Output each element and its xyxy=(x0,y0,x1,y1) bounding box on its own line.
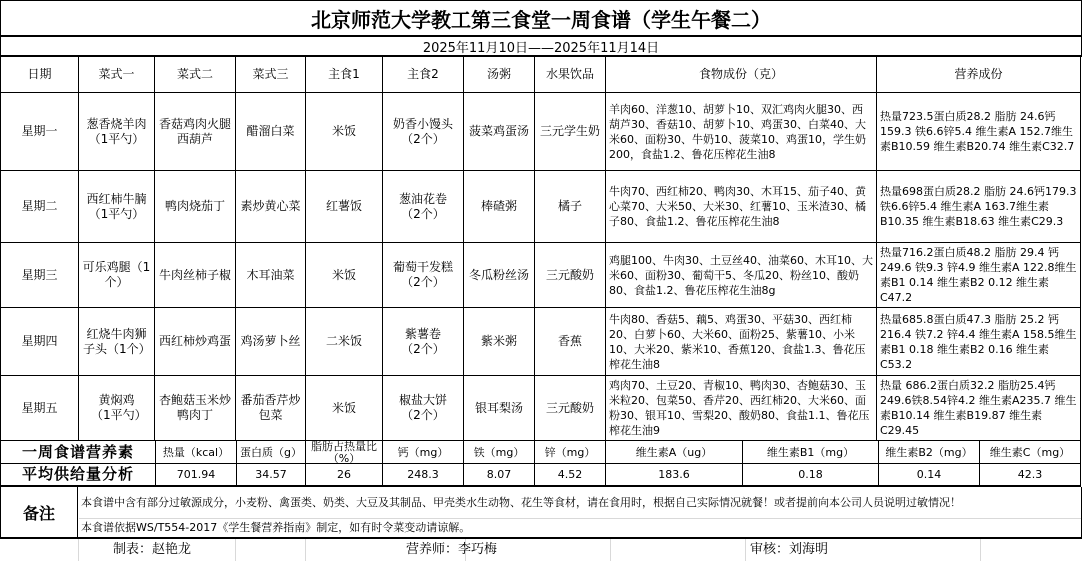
fruit-cell: 香蕉 xyxy=(535,308,606,376)
notes-section xyxy=(0,487,1082,539)
dish2-cell: 鸭肉烧茄丁 xyxy=(155,171,236,243)
dish3-cell: 鸡汤萝卜丝 xyxy=(236,308,306,376)
soup-cell: 菠菜鸡蛋汤 xyxy=(464,93,535,171)
dish3-cell: 木耳油菜 xyxy=(236,243,306,308)
col-header-soup: 汤粥 xyxy=(464,57,535,93)
staple1-cell: 红薯饭 xyxy=(306,171,383,243)
soup-cell: 冬瓜粉丝汤 xyxy=(464,243,535,308)
staple1-cell: 米饭 xyxy=(306,93,383,171)
notes-label: 备注 xyxy=(1,487,78,537)
summary-value: 34.57 xyxy=(237,464,306,487)
ingredients-cell: 牛肉80、香菇5、藕5、鸡蛋30、平菇30、西红柿20、白萝卜60、大米60、面粉25、紫薯10、小米10、大米20、紫米10、香蕉120、食盐1.3、鲁花压榨花生油8 xyxy=(606,308,877,376)
summary-value: 26 xyxy=(306,464,383,487)
ingredients-cell: 羊肉60、洋葱10、胡萝卜10、双汇鸡肉火腿30、西葫芦30、香菇10、胡萝卜10、鸡蛋30、白菜40、大米60、面粉30、牛奶10、菠菜10、鸡蛋10，学生奶200，食盐1.2、鲁花压榨花生油8 xyxy=(606,93,877,171)
nutrition-cell: 热量 686.2蛋白质32.2 脂肪25.4钙249.6铁8.54锌4.2 维生素A235.7 维生素B10.14 维生素B19.87 维生素C29.45 xyxy=(877,376,1081,441)
summary-header: 维生素A（ug） xyxy=(606,441,743,464)
col-header-dish2: 菜式二 xyxy=(155,57,236,93)
dish2-cell: 香菇鸡肉火腿西葫芦 xyxy=(155,93,236,171)
dish1-cell: 可乐鸡腿（1个） xyxy=(79,243,155,308)
soup-cell: 银耳梨汤 xyxy=(464,376,535,441)
note-divider xyxy=(79,518,1081,519)
nutrition-cell: 热量723.5蛋白质28.2 脂肪 24.6钙159.3 铁6.6锌5.4 维生素A 152.7维生素B10.59 维生素B20.74 维生素C32.7 xyxy=(877,93,1081,171)
staple2-cell: 椒盐大饼（2个） xyxy=(383,376,464,441)
fruit-cell: 三元酸奶 xyxy=(535,376,606,441)
summary-header: 铁（mg） xyxy=(464,441,535,464)
allergen-note: 本食谱中含有部分过敏源成分，小麦粉、禽蛋类、奶类、大豆及其制品、甲壳类水生动物、花生等食材，请在食用时，根据自己实际情况就餐！或者提前向本公司人员说明过敏情况！ xyxy=(81,496,961,509)
date-range: 2025年11月10日——2025年11月14日 xyxy=(0,37,1082,57)
gridline xyxy=(745,539,746,561)
col-header-dish1: 菜式一 xyxy=(79,57,155,93)
summary-header: 钙（mg） xyxy=(383,441,464,464)
summary-value: 0.18 xyxy=(743,464,879,487)
nutrition-cell: 热量698蛋白质28.2 脂肪 24.6钙179.3 铁6.6锌5.4 维生素A 163.7维生素B10.35 维生素B18.63 维生素C29.3 xyxy=(877,171,1081,243)
dish1-cell: 葱香烧羊肉（1平勺） xyxy=(79,93,155,171)
col-header-nutrition: 营养成份 xyxy=(877,57,1081,93)
staple2-cell: 葡萄干发糕（2个） xyxy=(383,243,464,308)
guideline-note: 本食谱依据WS/T554-2017《学生餐营养指南》制定，如有时令菜变动请谅解。 xyxy=(81,521,471,534)
ingredients-cell: 鸡腿100、牛肉30、土豆丝40、油菜60、木耳10、大米60、面粉30、葡萄干5、冬瓜20、粉丝10、酸奶80、食盐1.2、鲁花压榨花生油8g xyxy=(606,243,877,308)
col-header-staple2: 主食2 xyxy=(383,57,464,93)
dish2-cell: 杏鲍菇玉米炒鸭肉丁 xyxy=(155,376,236,441)
staple2-cell: 奶香小馒头（2个） xyxy=(383,93,464,171)
summary-value: 701.94 xyxy=(156,464,237,487)
staple1-cell: 二米饭 xyxy=(306,308,383,376)
staple2-cell: 紫薯卷（2个） xyxy=(383,308,464,376)
dish2-cell: 牛肉丝柿子椒 xyxy=(155,243,236,308)
gridline xyxy=(980,539,981,561)
day-cell: 星期一 xyxy=(1,93,79,171)
summary-value: 183.6 xyxy=(606,464,743,487)
staple1-cell: 米饭 xyxy=(306,243,383,308)
fruit-cell: 橘子 xyxy=(535,171,606,243)
gridline xyxy=(610,539,611,561)
summary-header: 热量（kcal） xyxy=(156,441,237,464)
day-cell: 星期四 xyxy=(1,308,79,376)
dish1-cell: 黄焖鸡（1平勺） xyxy=(79,376,155,441)
menu-table xyxy=(0,57,1082,441)
summary-value: 4.52 xyxy=(535,464,606,487)
col-header-staple1: 主食1 xyxy=(306,57,383,93)
staple2-cell: 葱油花卷（2个） xyxy=(383,171,464,243)
summary-header: 脂肪占热量比（%） xyxy=(306,441,383,464)
signature-footer xyxy=(0,539,1082,561)
nutrition-summary xyxy=(0,441,1082,487)
summary-value: 42.3 xyxy=(980,464,1081,487)
day-cell: 星期二 xyxy=(1,171,79,243)
summary-header: 锌（mg） xyxy=(535,441,606,464)
summary-value-label: 平均供给量分析 xyxy=(1,464,156,487)
col-header-dish3: 菜式三 xyxy=(236,57,306,93)
made-by: 制表：赵艳龙 xyxy=(113,542,192,557)
col-header-ingredients: 食物成份（克） xyxy=(606,57,877,93)
staple1-cell: 米饭 xyxy=(306,376,383,441)
summary-value: 0.14 xyxy=(879,464,980,487)
dietitian: 营养师：李巧梅 xyxy=(406,542,498,557)
nutrition-cell: 热量716.2蛋白质48.2 脂肪 29.4 钙249.6 铁9.3 锌4.9 维生素A 122.8维生素B1 0.14 维生素B2 0.12 维生素C47.2 xyxy=(877,243,1081,308)
summary-value: 8.07 xyxy=(464,464,535,487)
ingredients-cell: 鸡肉70、土豆20、青椒10、鸭肉30、杏鲍菇30、玉米粒20、包菜50、香芹20、西红柿20、大米60、面粉30、银耳10、雪梨20、酸奶80、食盐1.1、鲁花压榨花生油9 xyxy=(606,376,877,441)
fruit-cell: 三元酸奶 xyxy=(535,243,606,308)
dish3-cell: 番茄香芹炒包菜 xyxy=(236,376,306,441)
gridline xyxy=(235,539,236,561)
summary-header-label: 一周食谱营养素 xyxy=(1,441,156,464)
dish1-cell: 西红柿牛腩（1平勺） xyxy=(79,171,155,243)
summary-value: 248.3 xyxy=(383,464,464,487)
dish2-cell: 西红柿炒鸡蛋 xyxy=(155,308,236,376)
summary-header: 维生素B1（mg） xyxy=(743,441,879,464)
day-cell: 星期三 xyxy=(1,243,79,308)
fruit-cell: 三元学生奶 xyxy=(535,93,606,171)
dish3-cell: 醋溜白菜 xyxy=(236,93,306,171)
summary-header: 维生素C（mg） xyxy=(980,441,1081,464)
soup-cell: 紫米粥 xyxy=(464,308,535,376)
col-header-fruit: 水果饮品 xyxy=(535,57,606,93)
summary-header: 蛋白质（g） xyxy=(237,441,306,464)
gridline xyxy=(78,539,79,561)
col-header-date: 日期 xyxy=(1,57,79,93)
nutrition-cell: 热量685.8蛋白质47.3 脂肪 25.2 钙216.4 铁7.2 锌4.4 维生素A 158.5维生素B1 0.18 维生素B2 0.16 维生素C53.2 xyxy=(877,308,1081,376)
dish3-cell: 素炒黄心菜 xyxy=(236,171,306,243)
day-cell: 星期五 xyxy=(1,376,79,441)
gridline xyxy=(305,539,306,561)
ingredients-cell: 牛肉70、西红柿20、鸭肉30、木耳15、茄子40、黄心菜70、大米50、大米30、红薯10、玉米渣30、橘子80、食盐1.2、鲁花压榨花生油8 xyxy=(606,171,877,243)
soup-cell: 棒碴粥 xyxy=(464,171,535,243)
reviewer: 审核：刘海明 xyxy=(750,542,829,557)
dish1-cell: 红烧牛肉狮子头（1个） xyxy=(79,308,155,376)
page-title: 北京师范大学教工第三食堂一周食谱（学生午餐二） xyxy=(0,0,1082,37)
summary-header: 维生素B2（mg） xyxy=(879,441,980,464)
